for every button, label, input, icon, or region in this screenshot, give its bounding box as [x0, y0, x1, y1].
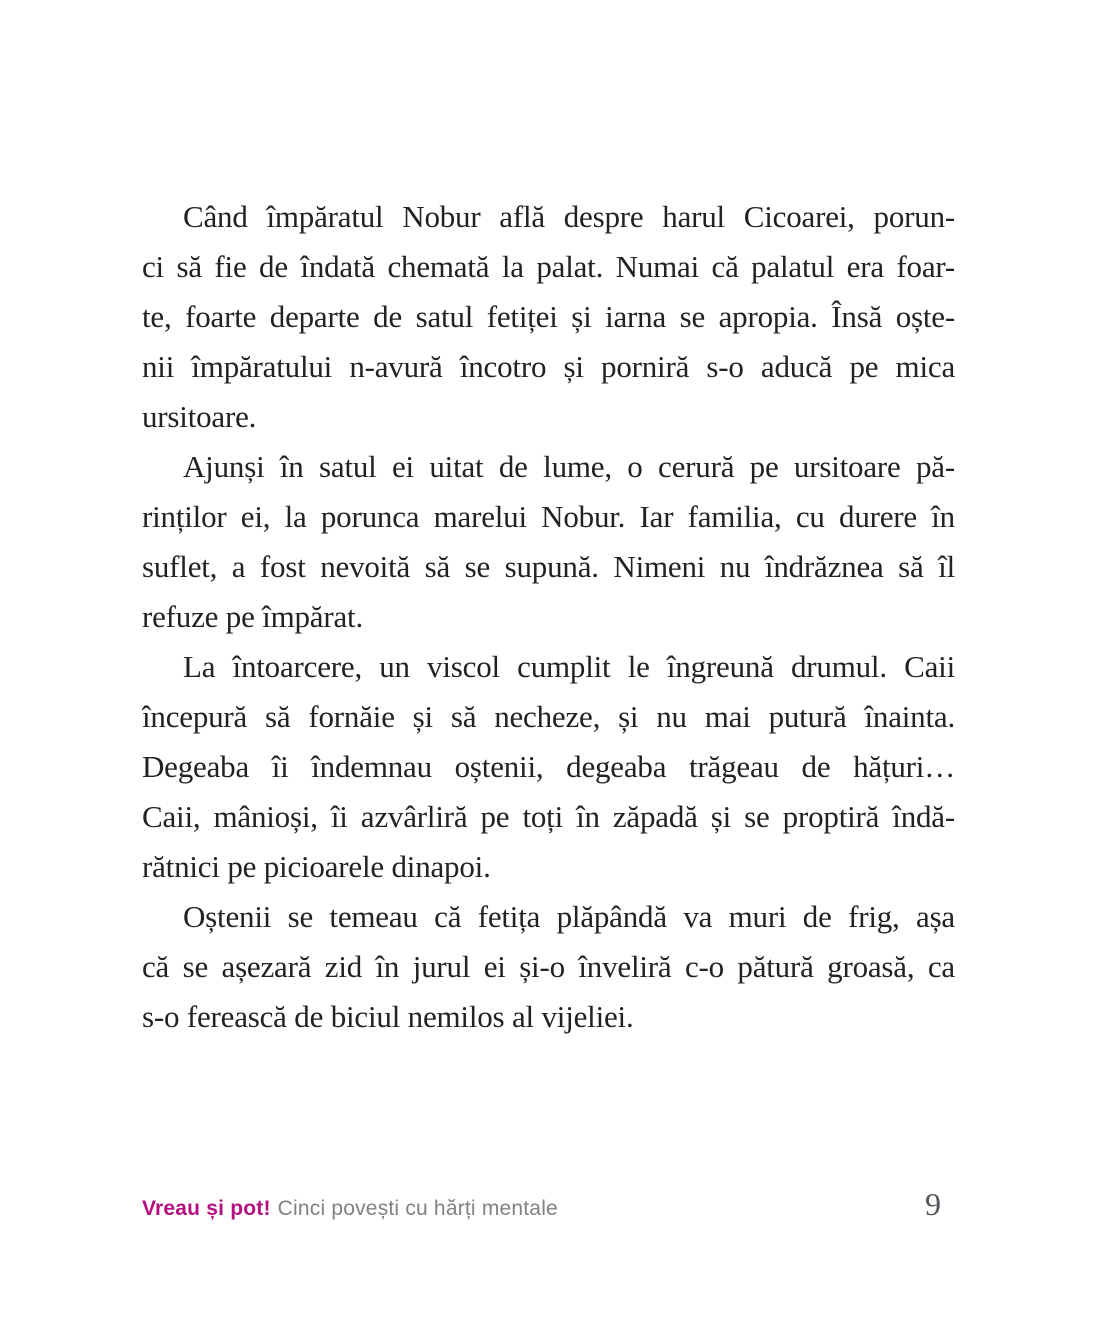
text-line: La întoarcere, un viscol cumplit le îngreună drumul. Caii — [183, 649, 955, 684]
book-title: Vreau și pot! — [142, 1197, 271, 1220]
text-line: rătnici pe picioarele dinapoi. — [142, 849, 491, 884]
paragraph — [142, 442, 955, 642]
text-line: s-o ferească de biciul nemilos al vijeliei. — [142, 999, 634, 1034]
text-line: rinților ei, la porunca marelui Nobur. Iar familia, cu durere în — [142, 499, 955, 534]
paragraph — [142, 192, 955, 442]
text-line: începură să fornăie și să necheze, și nu mai putură înainta. — [142, 699, 955, 734]
text-line: te, foarte departe de satul fetiței și iarna se apropia. Însă oște- — [142, 299, 955, 334]
text-line: refuze pe împărat. — [142, 599, 364, 634]
text-line: Caii, mânioși, îi azvârliră pe toți în zăpadă și se proptiră îndă- — [142, 799, 955, 834]
text-line: Oștenii se temeau că fetița plăpândă va muri de frig, așa — [183, 899, 955, 934]
paragraph — [142, 892, 955, 1042]
story-text — [142, 192, 955, 1042]
text-line: nii împăratului n-avură încotro și porniră s-o aducă pe mica — [142, 349, 955, 384]
page-number: 9 — [925, 1186, 941, 1222]
text-line: suflet, a fost nevoită să se supună. Nimeni nu îndrăznea să îl — [142, 549, 955, 584]
paragraph — [142, 642, 955, 892]
text-line: Ajunși în satul ei uitat de lume, o cerură pe ursitoare pă- — [183, 449, 955, 484]
text-line: Când împăratul Nobur află despre harul Cicoarei, porun- — [183, 199, 955, 234]
text-line: că se așezară zid în jurul ei și-o înveliră c-o pătură groasă, ca — [142, 949, 955, 984]
page-footer — [142, 1186, 955, 1223]
text-line: ci să fie de îndată chemată la palat. Numai că palatul era foar- — [142, 249, 955, 284]
book-subtitle: Cinci povești cu hărți mentale — [277, 1197, 558, 1220]
running-footer — [142, 1197, 558, 1221]
text-line: ursitoare. — [142, 399, 257, 434]
text-line: Degeaba îi îndemnau oștenii, degeaba trăgeau de hățuri… — [142, 749, 955, 784]
